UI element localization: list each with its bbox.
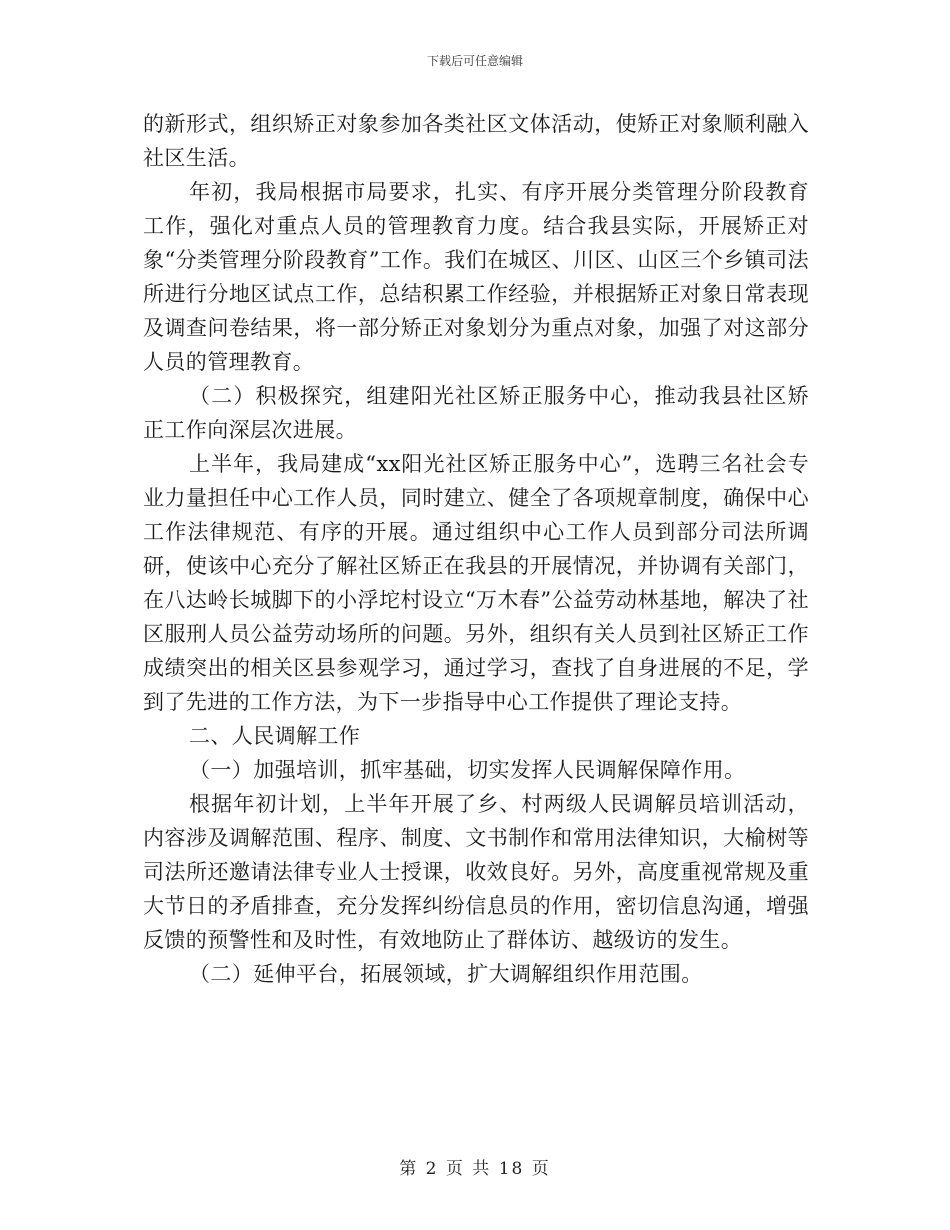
section-heading: （一）加强培训，抓牢基础，切实发挥人民调解保障作用。 <box>189 758 746 782</box>
paragraph: 年初，我局根据市局要求，扎实、有序开展分类管理分阶段教育工作，强化对重点人员的管理教育力度。结合我县实际，开展矫正对象“分类管理分阶段教育”工作。我们在城区、川区、山区三个乡镇司法所进行分地区试点工作，总结积累工作经验，并根据矫正对象日常表现及调查问卷结果，将一部分矫正对象划分为重点对象，加强了对这部分人员的管理教育。 <box>143 180 809 374</box>
paragraph: 根据年初计划，上半年开展了乡、村两级人民调解员培训活动，内容涉及调解范围、程序、制度、文书制作和常用法律知识，大榆树等司法所还邀请法律专业人士授课，收效良好。另外，高度重视常规及重大节日的矛盾排查，充分发挥纠纷信息员的作用，密切信息沟通，增强反馈的预警性和及时性，有效地防止了群体访、越级访的发生。 <box>143 792 809 952</box>
section-heading: 二、人民调解工作 <box>189 724 361 748</box>
page-header: 下载后可任意编辑 <box>426 54 523 68</box>
paragraph: 的新形式，组织矫正对象参加各类社区文体活动，使矫正对象顺利融入社区生活。 <box>143 112 809 170</box>
page-number: 第 2 页 共 18 页 <box>399 1159 551 1179</box>
section-heading: （二）积极探究，组建阳光社区矫正服务中心，推动我县社区矫正工作向深层次进展。 <box>143 384 809 442</box>
section-heading: （二）延伸平台，拓展领域，扩大调解组织作用范围。 <box>189 962 703 986</box>
paragraph: 上半年，我局建成“xx阳光社区矫正服务中心”，选聘三名社会专业力量担任中心工作人员，同时建立、健全了各项规章制度，确保中心工作法律规范、有序的开展。通过组织中心工作人员到部分司法所调研，使该中心充分了解社区矫正在我县的开展情况，并协调有关部门，在八达岭长城脚下的小浮坨村设立“万木春”公益劳动林基地，解决了社区服刑人员公益劳动场所的问题。另外，组织有关人员到社区矫正工作成绩突出的相关区县参观学习，通过学习，查找了自身进展的不足，学到了先进的工作方法，为下一步指导中心工作提供了理论支持。 <box>143 452 809 714</box>
document-body <box>143 107 809 991</box>
